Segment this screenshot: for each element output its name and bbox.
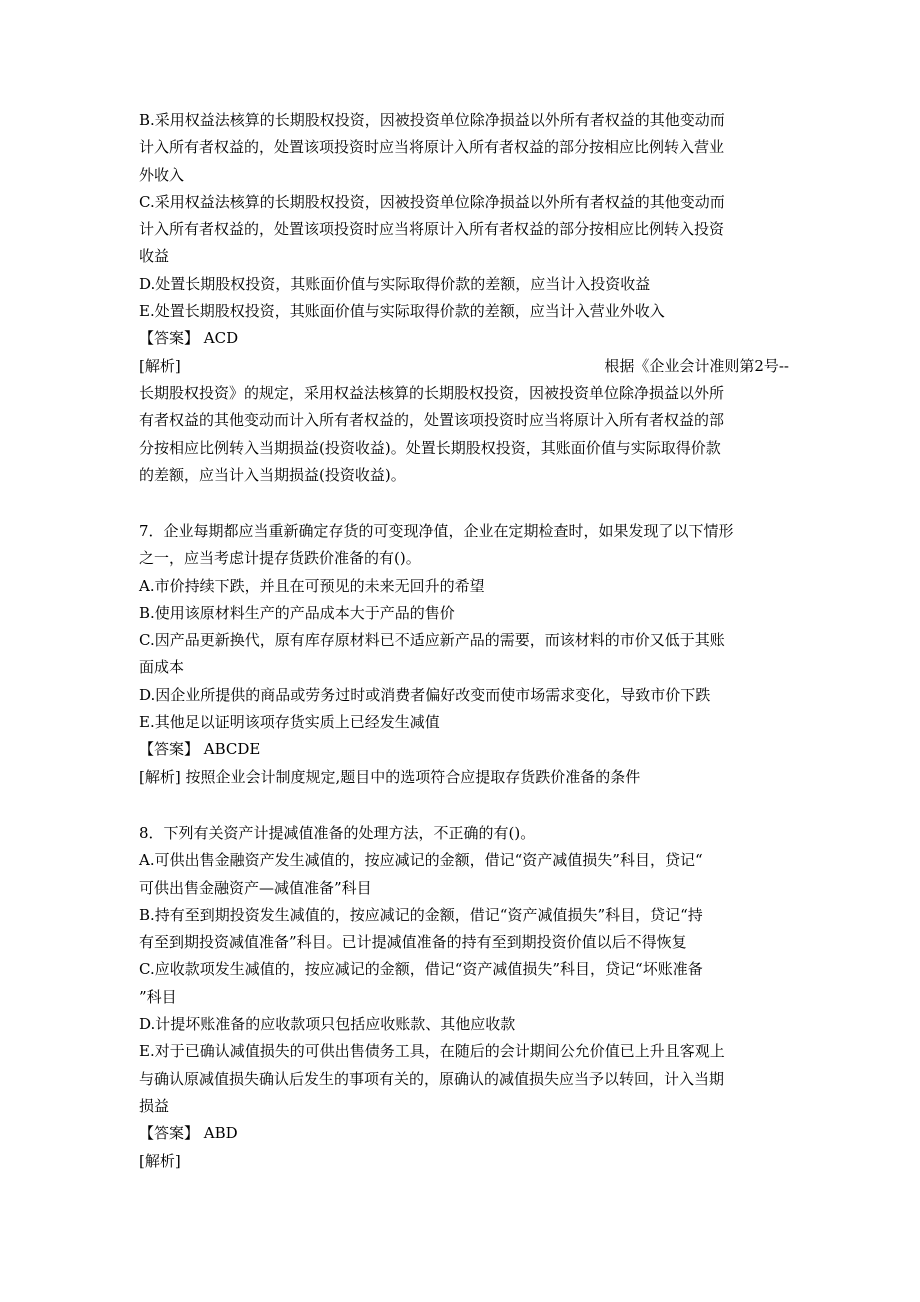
q7-analysis: [解析] 按照企业会计制度规定,题目中的选项符合应提取存货跌价准备的条件 — [139, 767, 641, 786]
q8-option-a-line-1: A.可供出售金融资产发生减值的，按应减记的金额，借记“资产减值损失”科目，贷记“ — [139, 851, 703, 870]
q7-option-a: A.市价持续下跌，并且在可预见的未来无回升的希望 — [139, 576, 485, 595]
q8-option-b-line-1: B.持有至到期投资发生减值的，按应减记的金额，借记“资产减值损失”科目，贷记“持 — [139, 905, 703, 924]
analysis-header-line — [139, 353, 789, 380]
analysis-line-3: 分按相应比例转入当期损益(投资收益)。处置长期股权投资，其账面价值与实际取得价款 — [139, 438, 721, 457]
option-b-line-3: 外收入 — [139, 165, 185, 184]
q7-option-d: D.因企业所提供的商品或劳务过时或消费者偏好改变而使市场需求变化，导致市价下跌 — [139, 685, 711, 704]
q8-option-d: D.计提坏账准备的应收款项只包括应收账款、其他应收款 — [139, 1015, 516, 1034]
q7-stem-line-1: 7．企业每期都应当重新确定存货的可变现净值，企业在定期检查时，如果发现了以下情形 — [139, 522, 734, 540]
q8-option-e-line-2: 与确认原减值损失确认后发生的事项有关的，原确认的减值损失应当予以转回，计入当期 — [139, 1069, 725, 1088]
option-c-line-2: 计入所有者权益的，处置该项投资时应当将原计入所有者权益的部分按相应比例转入投资 — [139, 220, 725, 239]
analysis-label: [解析] — [139, 356, 181, 375]
analysis-first-text: 根据《企业会计准则第2号-- — [604, 356, 789, 375]
q7-option-c-line-2: 面成本 — [139, 658, 185, 677]
option-b-line-1: B.采用权益法核算的长期股权投资，因被投资单位除净损益以外所有者权益的其他变动而 — [139, 111, 725, 129]
q8-option-b-line-2: 有至到期投资减值准备”科目。已计提减值准备的持有至到期投资价值以后不得恢复 — [139, 933, 687, 952]
question-7-block — [139, 518, 789, 791]
option-c-line-1: C.采用权益法核算的长期股权投资，因被投资单位除净损益以外所有者权益的其他变动而 — [139, 192, 725, 211]
q8-option-e-line-3: 损益 — [139, 1096, 170, 1115]
q8-analysis: [解析] — [139, 1151, 181, 1170]
prev-question-block — [139, 107, 789, 489]
analysis-line-4: 的差额，应当计入当期损益(投资收益)。 — [139, 465, 406, 484]
option-e-line: E.处置长期股权投资，其账面价值与实际取得价款的差额，应当计入营业外收入 — [139, 302, 665, 321]
option-d-line: D.处置长期股权投资，其账面价值与实际取得价款的差额，应当计入投资收益 — [139, 274, 651, 293]
q8-option-c-line-1: C.应收款项发生减值的，按应减记的金额，借记“资产减值损失”科目，贷记“坏账准备 — [139, 960, 703, 979]
q8-option-e-line-1: E.对于已确认减值损失的可供出售债务工具，在随后的会计期间公允价值已上升且客观上 — [139, 1042, 725, 1061]
analysis-line-2: 有者权益的其他变动而计入所有者权益的，处置该项投资时应当将原计入所有者权益的部 — [139, 411, 725, 430]
q8-stem: 8．下列有关资产计提减值准备的处理方法，不正确的有()。 — [139, 824, 536, 842]
q8-option-c-line-2: ”科目 — [139, 987, 177, 1006]
option-b-line-2: 计入所有者权益的，处置该项投资时应当将原计入所有者权益的部分按相应比例转入营业 — [139, 138, 725, 157]
q7-stem-line-2: 之一，应当考虑计提存货跌价准备的有()。 — [139, 549, 421, 568]
question-8-block — [139, 820, 789, 1175]
q7-option-c-line-1: C.因产品更新换代，原有库存原材料已不适应新产品的需要，而该材料的市价又低于其账 — [139, 631, 725, 650]
q8-answer: 【答案】 ABD — [139, 1124, 238, 1143]
answer-line: 【答案】 ACD — [139, 329, 239, 348]
q8-option-a-line-2: 可供出售金融资产—减值准备”科目 — [139, 878, 372, 897]
q7-answer: 【答案】 ABCDE — [139, 740, 261, 759]
analysis-line-1: 长期股权投资》的规定，采用权益法核算的长期股权投资，因被投资单位除净损益以外所 — [139, 383, 725, 402]
q7-option-b: B.使用该原材料生产的产品成本大于产品的售价 — [139, 603, 455, 622]
q7-option-e: E.其他足以证明该项存货实质上已经发生减值 — [139, 713, 440, 732]
option-c-line-3: 收益 — [139, 247, 170, 266]
